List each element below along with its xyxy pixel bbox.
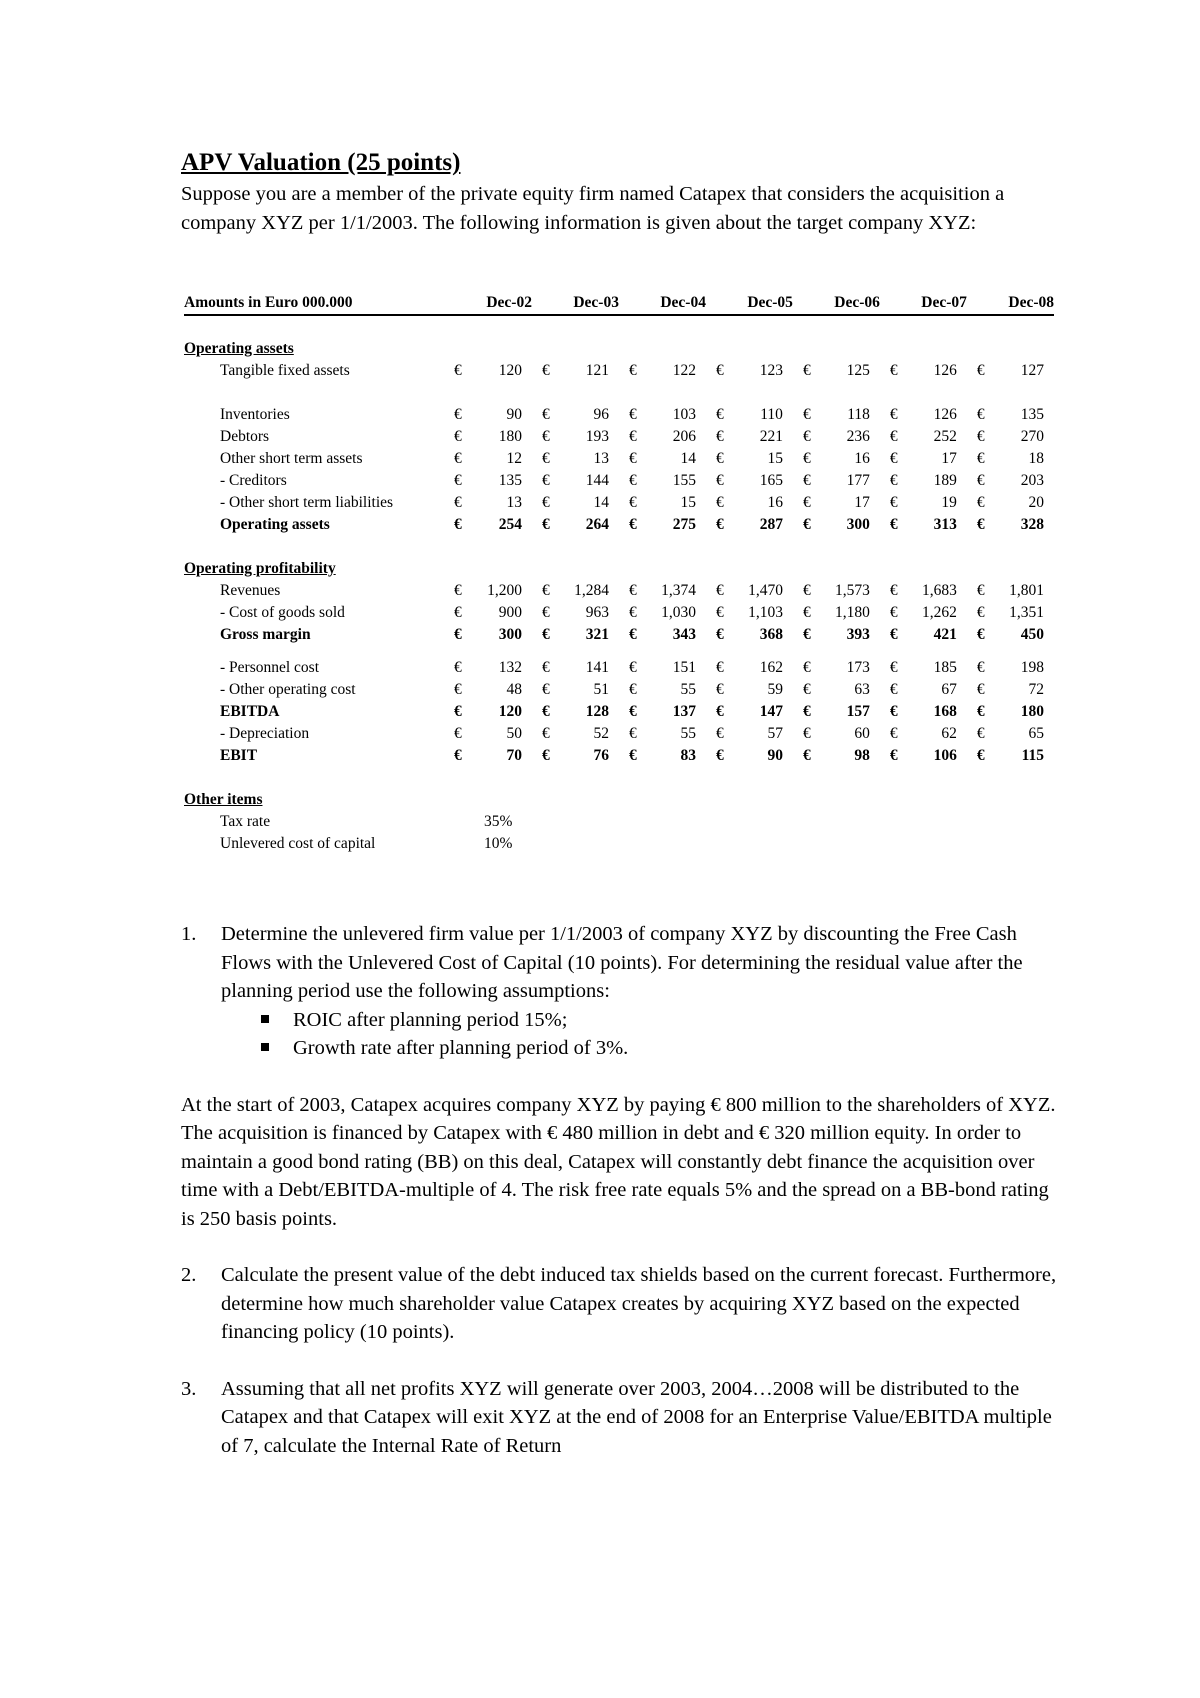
table-cell: 125 — [846, 362, 870, 379]
table-cell: 122 — [672, 362, 696, 379]
euro-sign: € — [976, 516, 985, 533]
table-cell: 51 — [593, 681, 609, 698]
row-label: - Depreciation — [220, 725, 310, 742]
euro-sign: € — [715, 681, 724, 698]
euro-sign: € — [628, 472, 637, 489]
table-cell: 198 — [1020, 659, 1044, 676]
table-cell: 180 — [1020, 703, 1044, 720]
table-cell: 50 — [506, 725, 522, 742]
table-row-other-stl — [184, 492, 1054, 514]
euro-sign: € — [628, 725, 637, 742]
table-cell: 135 — [1020, 406, 1044, 423]
table-cell: 203 — [1020, 472, 1044, 489]
euro-sign: € — [628, 582, 637, 599]
table-cell: 264 — [585, 516, 609, 533]
table-row-personnel — [184, 657, 1054, 679]
table-cell: 189 — [933, 472, 957, 489]
euro-sign: € — [889, 472, 898, 489]
table-row-depreciation — [184, 723, 1054, 745]
table-cell: 1,573 — [835, 582, 870, 599]
question-text: Calculate the present value of the debt induced tax shields based on the current forecast. Furthermore, determine how much shareholder value Catapex creates by acquiring XYZ based on the expected financing policy (10 points). — [221, 1264, 1057, 1343]
table-cell: 90 — [506, 406, 522, 423]
row-label: EBIT — [220, 747, 258, 764]
spacer-row — [184, 536, 1054, 558]
table-row-inventories — [184, 404, 1054, 426]
table-cell: 1,801 — [1009, 582, 1044, 599]
table-cell: 1,683 — [922, 582, 957, 599]
table-row-ebitda — [184, 701, 1054, 723]
euro-sign: € — [541, 362, 550, 379]
euro-sign: € — [453, 450, 462, 467]
euro-sign: € — [802, 604, 811, 621]
table-cell: 103 — [672, 406, 696, 423]
euro-sign: € — [541, 472, 550, 489]
table-cell: 60 — [854, 725, 870, 742]
table-cell: 59 — [767, 681, 783, 698]
table-cell: 162 — [759, 659, 783, 676]
table-cell: 115 — [1021, 747, 1044, 764]
euro-sign: € — [541, 582, 550, 599]
euro-sign: € — [628, 450, 637, 467]
euro-sign: € — [628, 747, 637, 764]
table-cell: 157 — [846, 703, 870, 720]
euro-sign: € — [715, 582, 724, 599]
table-cell: 16 — [854, 450, 870, 467]
table-cell: 168 — [933, 703, 957, 720]
euro-sign: € — [453, 428, 462, 445]
euro-sign: € — [976, 681, 985, 698]
year-header: Dec-07 — [880, 292, 967, 315]
euro-sign: € — [453, 582, 462, 599]
empty-cell — [562, 811, 1054, 833]
other-item-cost-of-capital — [184, 833, 1054, 855]
year-header: Dec-02 — [444, 292, 532, 315]
table-cell: 118 — [847, 406, 870, 423]
table-cell: 343 — [672, 626, 696, 643]
spacer-cell — [184, 536, 1054, 558]
row-label: Debtors — [220, 428, 270, 445]
table-cell: 206 — [672, 428, 696, 445]
euro-sign: € — [541, 703, 550, 720]
table-cell: 287 — [759, 516, 783, 533]
table-row-revenues — [184, 580, 1054, 602]
table-cell: 18 — [1028, 450, 1044, 467]
euro-sign: € — [976, 494, 985, 511]
table-cell: 110 — [760, 406, 783, 423]
spacer-cell — [184, 315, 1054, 338]
table-cell: 127 — [1020, 362, 1044, 379]
table-cell: 83 — [680, 747, 696, 764]
euro-sign: € — [453, 747, 462, 764]
row-label: Other short term assets — [220, 450, 363, 467]
table-row-tangible — [184, 360, 1054, 382]
spacer-row — [184, 767, 1054, 789]
euro-sign: € — [976, 604, 985, 621]
other-item-tax-rate — [184, 811, 1054, 833]
question-text: Determine the unlevered firm value per 1/1/2003 of company XYZ by discounting the Free Cash Flows with the Unlevered Cost of Capital (10 points). For determining the residual value after the planning period use the following assumptions: — [221, 923, 1023, 1002]
euro-sign: € — [889, 703, 898, 720]
euro-sign: € — [453, 725, 462, 742]
row-label: - Creditors — [220, 472, 287, 489]
table-cell: 165 — [759, 472, 783, 489]
euro-sign: € — [541, 681, 550, 698]
row-label: Tangible fixed assets — [220, 362, 350, 379]
euro-sign: € — [628, 659, 637, 676]
spacer-cell — [184, 767, 1054, 789]
question-text: Assuming that all net profits XYZ will generate over 2003, 2004…2008 will be distributed to the Catapex and that Catapex will exit XYZ at the end of 2008 for an Enterprise Value/EBITDA multiple of 7, calculate the Internal Rate of Return — [221, 1377, 1052, 1457]
table-cell: 368 — [759, 626, 783, 643]
table-cell: 144 — [585, 472, 609, 489]
euro-sign: € — [541, 428, 550, 445]
euro-sign: € — [628, 494, 637, 511]
euro-sign: € — [453, 494, 462, 511]
section-operating-assets — [184, 338, 1054, 360]
table-cell: 19 — [941, 494, 957, 511]
euro-sign: € — [715, 362, 724, 379]
euro-sign: € — [802, 472, 811, 489]
year-header: Dec-05 — [706, 292, 793, 315]
table-cell: 275 — [672, 516, 696, 533]
euro-sign: € — [976, 428, 985, 445]
euro-sign: € — [976, 450, 985, 467]
document-title: APV Valuation (25 points) — [181, 149, 461, 176]
euro-sign: € — [541, 406, 550, 423]
euro-sign: € — [889, 604, 898, 621]
euro-sign: € — [715, 659, 724, 676]
euro-sign: € — [628, 703, 637, 720]
euro-sign: € — [976, 582, 985, 599]
table-cell: 57 — [767, 725, 783, 742]
table-cell: 1,470 — [748, 582, 783, 599]
euro-sign: € — [976, 472, 985, 489]
euro-sign: € — [802, 406, 811, 423]
euro-sign: € — [889, 582, 898, 599]
table-cell: 17 — [854, 494, 870, 511]
table-cell: 421 — [933, 626, 957, 643]
spacer-row — [184, 646, 1054, 657]
list-item — [221, 1034, 1061, 1063]
question-2 — [181, 1261, 1061, 1347]
list-item — [221, 1006, 1061, 1035]
table-cell: 1,200 — [487, 582, 522, 599]
table-row-debtors — [184, 426, 1054, 448]
euro-sign: € — [628, 406, 637, 423]
euro-sign: € — [541, 604, 550, 621]
euro-sign: € — [976, 703, 985, 720]
euro-sign: € — [453, 406, 462, 423]
euro-sign: € — [889, 516, 898, 533]
question-number: 2. — [181, 1264, 197, 1286]
bullet-square-icon — [261, 1015, 269, 1023]
table-cell: 1,103 — [748, 604, 783, 621]
percentage-value: 35% — [483, 813, 513, 830]
euro-sign: € — [541, 450, 550, 467]
euro-sign: € — [628, 362, 637, 379]
euro-sign: € — [628, 604, 637, 621]
row-label: Inventories — [220, 406, 290, 423]
table-cell: 14 — [593, 494, 609, 511]
table-cell: 1,374 — [661, 582, 696, 599]
table-cell: 52 — [593, 725, 609, 742]
euro-sign: € — [976, 747, 985, 764]
row-label: Gross margin — [220, 626, 311, 643]
table-cell: 98 — [854, 747, 870, 764]
table-cell: 1,030 — [661, 604, 696, 621]
year-header: Dec-04 — [619, 292, 706, 315]
table-cell: 96 — [593, 406, 609, 423]
bullet-square-icon — [261, 1043, 269, 1051]
euro-sign: € — [889, 428, 898, 445]
euro-sign: € — [802, 494, 811, 511]
table-row-cogs — [184, 602, 1054, 624]
percentage-value: 10% — [483, 835, 513, 852]
euro-sign: € — [802, 747, 811, 764]
euro-sign: € — [628, 516, 637, 533]
table-cell: 450 — [1020, 626, 1044, 643]
row-label: - Personnel cost — [220, 659, 320, 676]
row-label: Operating assets — [220, 516, 330, 533]
euro-sign: € — [976, 626, 985, 643]
table-cell: 62 — [941, 725, 957, 742]
row-label: - Other operating cost — [220, 681, 356, 698]
euro-sign: € — [715, 747, 724, 764]
intro-paragraph: Suppose you are a member of the private equity firm named Catapex that considers the acquisition a company XYZ per 1/1/2003. The following information is given about the target company XYZ: — [181, 183, 1005, 234]
euro-sign: € — [628, 681, 637, 698]
euro-sign: € — [802, 626, 811, 643]
spacer-row — [184, 315, 1054, 338]
table-cell: 236 — [846, 428, 870, 445]
euro-sign: € — [541, 516, 550, 533]
table-cell: 13 — [506, 494, 522, 511]
financial-table — [184, 292, 1054, 855]
year-header: Dec-03 — [532, 292, 619, 315]
table-cell: 48 — [506, 681, 522, 698]
euro-sign: € — [802, 659, 811, 676]
row-label: Tax rate — [220, 813, 271, 830]
euro-sign: € — [453, 659, 462, 676]
table-cell: 76 — [593, 747, 609, 764]
euro-sign: € — [802, 681, 811, 698]
table-cell: 123 — [759, 362, 783, 379]
euro-sign: € — [889, 747, 898, 764]
euro-sign: € — [453, 626, 462, 643]
section-operating-profitability — [184, 558, 1054, 580]
section-heading: Operating profitability — [184, 560, 336, 577]
euro-sign: € — [889, 494, 898, 511]
euro-sign: € — [453, 362, 462, 379]
table-cell: 328 — [1020, 516, 1044, 533]
euro-sign: € — [541, 747, 550, 764]
table-cell: 12 — [506, 450, 522, 467]
table-cell: 221 — [759, 428, 783, 445]
table-cell: 15 — [680, 494, 696, 511]
euro-sign: € — [715, 703, 724, 720]
section-heading: Other items — [184, 791, 263, 808]
empty-cell — [562, 833, 1054, 855]
euro-sign: € — [976, 362, 985, 379]
table-row-other-sta — [184, 448, 1054, 470]
euro-sign: € — [453, 516, 462, 533]
table-cell: 151 — [672, 659, 696, 676]
euro-sign: € — [541, 659, 550, 676]
table-cell: 1,262 — [922, 604, 957, 621]
table-cell: 55 — [680, 681, 696, 698]
euro-sign: € — [541, 626, 550, 643]
table-cell: 120 — [498, 703, 522, 720]
row-label: Unlevered cost of capital — [220, 835, 376, 852]
section-other-items — [184, 789, 1054, 811]
euro-sign: € — [541, 494, 550, 511]
euro-sign: € — [715, 626, 724, 643]
euro-sign: € — [802, 725, 811, 742]
euro-sign: € — [802, 703, 811, 720]
table-cell: 300 — [498, 626, 522, 643]
euro-sign: € — [889, 362, 898, 379]
euro-sign: € — [628, 428, 637, 445]
year-header: Dec-08 — [967, 292, 1054, 315]
euro-sign: € — [453, 703, 462, 720]
euro-sign: € — [976, 725, 985, 742]
table-cell: 55 — [680, 725, 696, 742]
table-cell: 16 — [767, 494, 783, 511]
euro-sign: € — [976, 659, 985, 676]
euro-sign: € — [802, 428, 811, 445]
table-cell: 14 — [680, 450, 696, 467]
table-cell: 132 — [498, 659, 522, 676]
euro-sign: € — [802, 450, 811, 467]
row-label: EBITDA — [220, 703, 280, 720]
euro-sign: € — [802, 582, 811, 599]
assumption-list — [221, 1006, 1061, 1063]
table-cell: 270 — [1020, 428, 1044, 445]
table-cell: 121 — [585, 362, 609, 379]
list-item-text: Growth rate after planning period of 3%. — [293, 1037, 629, 1059]
table-cell: 963 — [585, 604, 609, 621]
euro-sign: € — [715, 472, 724, 489]
table-cell: 126 — [933, 406, 957, 423]
table-cell: 120 — [498, 362, 522, 379]
question-1 — [181, 920, 1061, 1063]
euro-sign: € — [453, 604, 462, 621]
table-cell: 1,180 — [835, 604, 870, 621]
table-cell: 1,351 — [1009, 604, 1044, 621]
table-cell: 20 — [1028, 494, 1044, 511]
euro-sign: € — [889, 725, 898, 742]
table-cell: 65 — [1028, 725, 1044, 742]
euro-sign: € — [715, 494, 724, 511]
table-cell: 313 — [933, 516, 957, 533]
euro-sign: € — [541, 725, 550, 742]
table-cell: 177 — [846, 472, 870, 489]
question-number: 1. — [181, 923, 197, 945]
table-cell: 393 — [846, 626, 870, 643]
table-row-op-assets — [184, 514, 1054, 536]
euro-sign: € — [976, 406, 985, 423]
euro-sign: € — [889, 450, 898, 467]
table-cell: 15 — [767, 450, 783, 467]
euro-sign: € — [715, 725, 724, 742]
table-cell: 17 — [941, 450, 957, 467]
question-3 — [181, 1375, 1061, 1461]
euro-sign: € — [628, 626, 637, 643]
table-cell: 128 — [585, 703, 609, 720]
euro-sign: € — [889, 406, 898, 423]
euro-sign: € — [453, 681, 462, 698]
row-label: - Other short term liabilities — [220, 494, 394, 511]
table-header-row — [184, 292, 1054, 315]
table-cell: 173 — [846, 659, 870, 676]
table-cell: 180 — [498, 428, 522, 445]
spacer-cell — [184, 382, 1054, 404]
euro-sign: € — [715, 516, 724, 533]
table-header-label: Amounts in Euro 000.000 — [184, 292, 444, 315]
table-cell: 126 — [933, 362, 957, 379]
table-cell: 252 — [933, 428, 957, 445]
table-cell: 185 — [933, 659, 957, 676]
table-cell: 137 — [672, 703, 696, 720]
spacer-cell — [184, 646, 1054, 657]
table-cell: 300 — [846, 516, 870, 533]
euro-sign: € — [802, 362, 811, 379]
questions-section — [181, 920, 1061, 1488]
table-cell: 70 — [506, 747, 522, 764]
table-row-creditors — [184, 470, 1054, 492]
euro-sign: € — [715, 406, 724, 423]
table-row-other-opex — [184, 679, 1054, 701]
table-cell: 63 — [854, 681, 870, 698]
question-number: 3. — [181, 1377, 197, 1400]
table-cell: 72 — [1028, 681, 1044, 698]
table-cell: 321 — [585, 626, 609, 643]
table-cell: 13 — [593, 450, 609, 467]
table-cell: 67 — [941, 681, 957, 698]
table-row-ebit — [184, 745, 1054, 767]
year-header: Dec-06 — [793, 292, 880, 315]
table-cell: 254 — [498, 516, 522, 533]
table-cell: 155 — [672, 472, 696, 489]
euro-sign: € — [889, 681, 898, 698]
table-cell: 141 — [585, 659, 609, 676]
table-cell: 90 — [767, 747, 783, 764]
euro-sign: € — [889, 626, 898, 643]
euro-sign: € — [715, 450, 724, 467]
euro-sign: € — [802, 516, 811, 533]
row-label: - Cost of goods sold — [220, 604, 345, 621]
euro-sign: € — [453, 472, 462, 489]
row-label: Revenues — [220, 582, 281, 599]
euro-sign: € — [715, 604, 724, 621]
acquisition-paragraph: At the start of 2003, Catapex acquires company XYZ by paying € 800 million to the shareholders of XYZ. The acquisition is financed by Catapex with € 480 million in debt and € 320 million equity. In order to maintain a good bond rating (BB) on this deal, Catapex will constantly debt finance the acquisition over time with a Debt/EBITDA-multiple of 4. The risk free rate equals 5% and the spread on a BB-bond rating is 250 basis points. — [181, 1093, 1056, 1230]
table-cell: 900 — [498, 604, 522, 621]
section-heading: Operating assets — [184, 340, 294, 357]
table-cell: 135 — [498, 472, 522, 489]
table-cell: 147 — [759, 703, 783, 720]
euro-sign: € — [715, 428, 724, 445]
table-cell: 193 — [585, 428, 609, 445]
table-row-gross-margin — [184, 624, 1054, 646]
list-item-text: ROIC after planning period 15%; — [293, 1008, 568, 1031]
table-cell: 106 — [933, 747, 957, 764]
table-cell: 1,284 — [574, 582, 609, 599]
spacer-row — [184, 382, 1054, 404]
euro-sign: € — [889, 659, 898, 676]
